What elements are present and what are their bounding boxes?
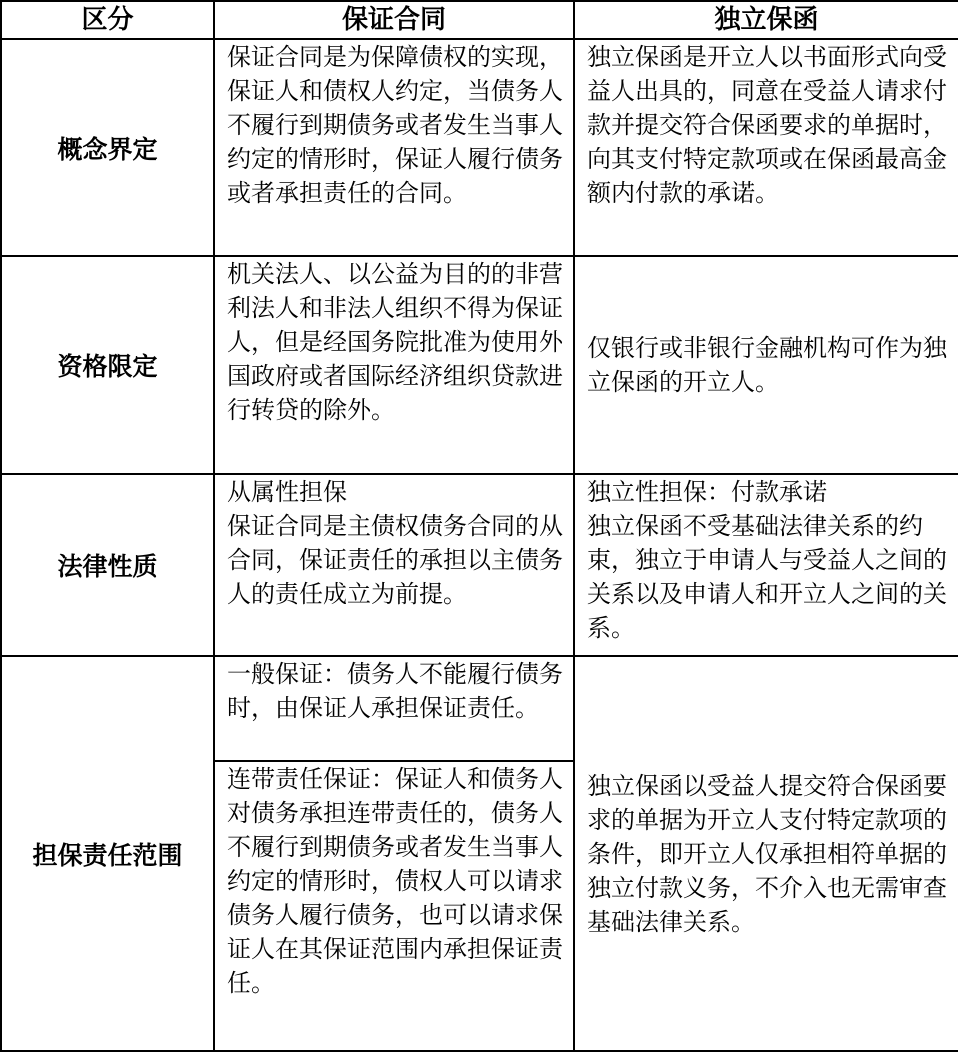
legal-nature-independent-title: 独立性担保：付款承诺 (587, 478, 827, 506)
header-row (1, 1, 958, 39)
header-category: 区分 (1, 1, 214, 39)
header-guarantee-contract: 保证合同 (214, 1, 574, 39)
table-row (1, 256, 958, 474)
qualification-guarantee-cell: 机关法人、以公益为目的的非营利法人和非法人组织不得为保证人，但是经国务院批准为使用外国政府或者国际经济组织贷款进行转贷的除外。 (214, 256, 574, 474)
legal-nature-guarantee-title: 从属性担保 (227, 478, 347, 506)
table-row (1, 39, 958, 256)
table-row (1, 474, 958, 656)
row-label-liability-scope: 担保责任范围 (1, 656, 214, 1051)
scope-joint-guarantee-cell: 连带责任保证：保证人和债务人对债务承担连带责任的，债务人不履行到期债务或者发生当事人约定的情形时，债权人可以请求债务人履行债务，也可以请求保证人在其保证范围内承担保证责任。 (214, 761, 574, 1051)
legal-nature-guarantee-cell (214, 474, 574, 656)
legal-nature-independent-text: 独立保函不受基础法律关系的约束，独立于申请人与受益人之间的关系以及申请人和开立人之间的关系。 (587, 512, 947, 642)
legal-nature-independent-cell (574, 474, 958, 656)
row-label-qualification: 资格限定 (1, 256, 214, 474)
scope-independent-cell: 独立保函以受益人提交符合保函要求的单据为开立人支付特定款项的条件，即开立人仅承担相符单据的独立付款义务，不介入也无需审查基础法律关系。 (574, 656, 958, 1051)
table-row (1, 656, 958, 761)
row-label-legal-nature: 法律性质 (1, 474, 214, 656)
concept-guarantee-cell: 保证合同是为保障债权的实现，保证人和债权人约定，当债务人不履行到期债务或者发生当事人约定的情形时，保证人履行债务或者承担责任的合同。 (214, 39, 574, 256)
header-independent-guarantee: 独立保函 (574, 1, 958, 39)
legal-nature-guarantee-text: 保证合同是主债权债务合同的从合同，保证责任的承担以主债务人的责任成立为前提。 (227, 512, 563, 608)
concept-independent-cell: 独立保函是开立人以书面形式向受益人出具的，同意在受益人请求付款并提交符合保函要求的单据时，向其支付特定款项或在保函最高金额内付款的承诺。 (574, 39, 958, 256)
scope-general-guarantee-cell: 一般保证：债务人不能履行债务时，由保证人承担保证责任。 (214, 656, 574, 761)
qualification-independent-cell: 仅银行或非银行金融机构可作为独立保函的开立人。 (574, 256, 958, 474)
row-label-concept: 概念界定 (1, 39, 214, 256)
